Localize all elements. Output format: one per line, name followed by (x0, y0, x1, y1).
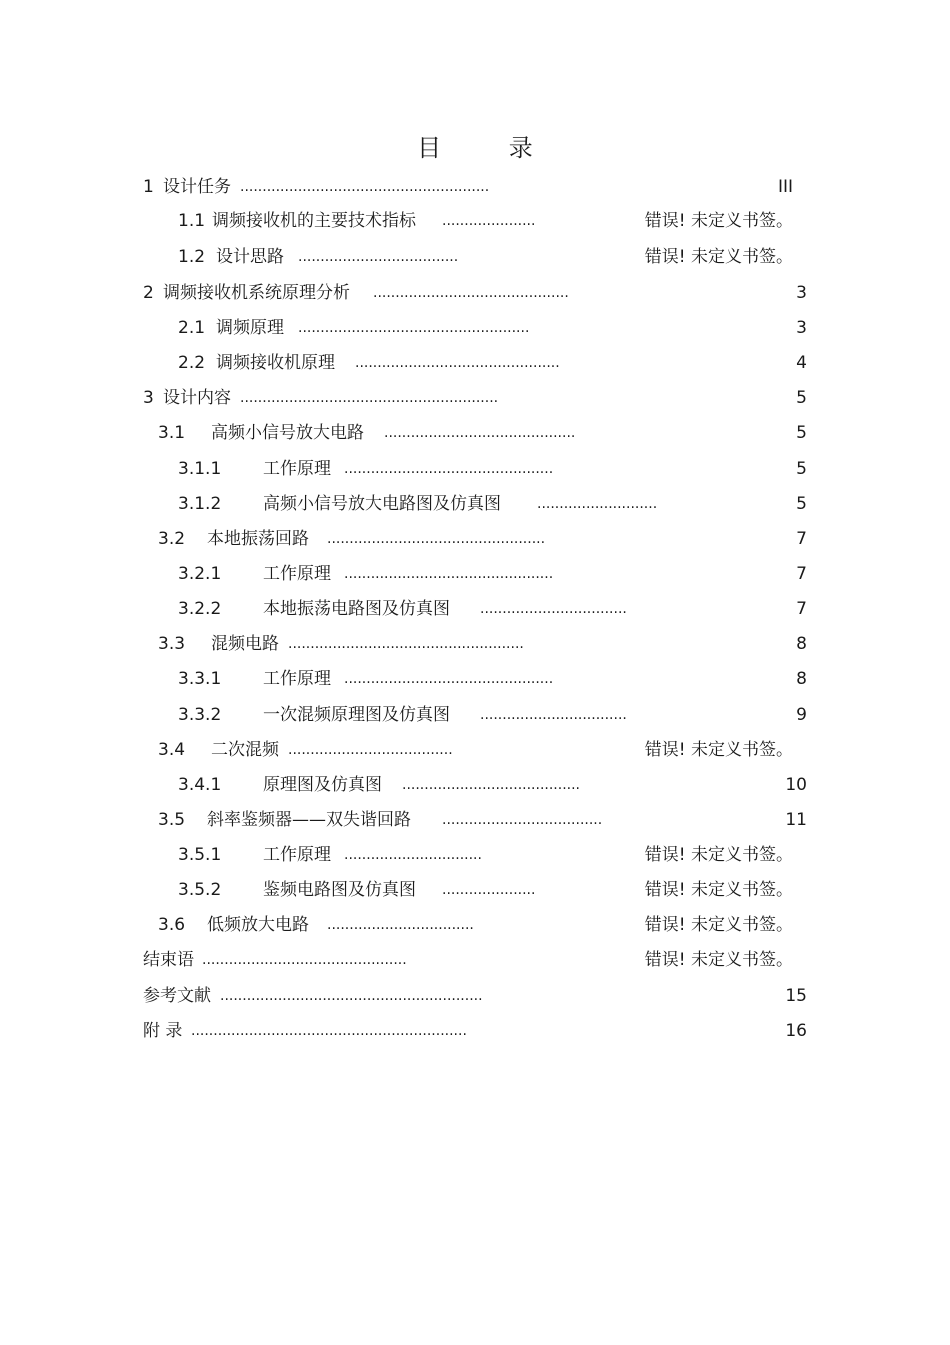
toc-entry-page: 5 (796, 459, 807, 479)
toc-entry-leader: ........................................ (402, 777, 581, 793)
toc-entry-title: 高频小信号放大电路 (211, 423, 364, 443)
toc-entry-title: 调频接收机系统原理分析 (163, 283, 350, 303)
toc-entry-number: 1 (143, 177, 154, 197)
toc-entry-page: 10 (785, 775, 807, 795)
toc-entry[interactable] (0, 492, 950, 516)
toc-entry[interactable] (0, 632, 950, 656)
toc-entry-leader: ............................... (344, 847, 482, 863)
toc-entry[interactable] (0, 913, 950, 937)
toc-entry-leader: .......................................................... (240, 390, 499, 406)
toc-entry-title: 高频小信号放大电路图及仿真图 (263, 494, 501, 514)
toc-entry-leader: ................................. (327, 917, 474, 933)
toc-entry-page: 7 (796, 599, 807, 619)
toc-entry-page: 错误! 未定义书签。 (644, 915, 793, 935)
toc-entry[interactable] (0, 773, 950, 797)
toc-entry-title: 低频放大电路 (207, 915, 309, 935)
toc-entry[interactable] (0, 457, 950, 481)
toc-entry-leader: .................................................... (298, 320, 530, 336)
toc-entry[interactable] (0, 843, 950, 867)
toc-entry-page: 11 (785, 810, 807, 830)
toc-entry-leader: .............................................. (355, 355, 560, 371)
toc-entry-leader: ..................................................... (288, 636, 524, 652)
toc-entry[interactable] (0, 667, 950, 691)
toc-entry-title: 设计内容 (163, 388, 231, 408)
toc-entry-leader: ................................. (480, 707, 627, 723)
toc-entry-number: 3 (143, 388, 154, 408)
toc-entry-number: 1.2 (178, 247, 206, 267)
toc-entry-title: 设计任务 (163, 177, 231, 197)
toc-entry-title: 调频原理 (216, 318, 284, 338)
toc-entry-leader: ............................................... (344, 566, 554, 582)
toc-entry[interactable] (0, 948, 950, 972)
toc-entry-leader: ..................................... (288, 742, 453, 758)
toc-entry-page: 5 (796, 494, 807, 514)
toc-entry-title: 工作原理 (263, 845, 331, 865)
toc-entry-title: 二次混频 (211, 740, 279, 760)
toc-entry-title: 调频接收机的主要技术指标 (212, 211, 416, 231)
toc-entry-number: 3.3.2 (178, 705, 222, 725)
toc-entry-leader: .............................................................. (191, 1023, 467, 1039)
toc-entry-number: 3.4 (158, 740, 186, 760)
toc-entry-number: 2.1 (178, 318, 206, 338)
toc-entry-number: 3.4.1 (178, 775, 222, 795)
toc-entry-title: 鉴频电路图及仿真图 (263, 880, 416, 900)
toc-entry-page: III (777, 177, 793, 197)
toc-entry-page: 16 (785, 1021, 807, 1041)
toc-entry-page: 9 (796, 705, 807, 725)
toc-entry-title: 结束语 (143, 950, 194, 970)
toc-entry-title: 原理图及仿真图 (263, 775, 382, 795)
toc-entry-leader: .................................... (298, 249, 459, 265)
toc-entry-leader: ........................................................... (220, 988, 483, 1004)
toc-entry-leader: ................................................. (327, 531, 546, 547)
toc-entry-number: 3.1.2 (178, 494, 222, 514)
toc-entry-number: 3.1.1 (178, 459, 222, 479)
toc-entry-title: 设计思路 (216, 247, 284, 267)
toc-entry-number: 2.2 (178, 353, 206, 373)
toc-entry-leader: ..................... (442, 882, 536, 898)
toc-entry-leader: ............................................ (373, 285, 569, 301)
toc-entry-number: 3.3 (158, 634, 186, 654)
toc-entry-leader: ............................................... (344, 671, 554, 687)
toc-entry-title: 工作原理 (263, 669, 331, 689)
toc-entry-number: 1.1 (178, 211, 206, 231)
toc-entry-title: 参考文献 (143, 986, 211, 1006)
toc-entry-page: 错误! 未定义书签。 (644, 247, 793, 267)
toc-entry[interactable] (0, 316, 950, 340)
toc-entry-title: 一次混频原理图及仿真图 (263, 705, 450, 725)
toc-entry-number: 2 (143, 283, 154, 303)
toc-entry-page: 5 (796, 388, 807, 408)
toc-entry[interactable] (0, 703, 950, 727)
toc-entry[interactable] (0, 878, 950, 902)
toc-entry-title: 本地振荡回路 (207, 529, 309, 549)
toc-entry-title: 附 录 (143, 1021, 183, 1041)
toc-entry[interactable] (0, 421, 950, 445)
toc-entry-title: 工作原理 (263, 459, 331, 479)
toc-entry-page: 8 (796, 634, 807, 654)
toc-entry-page: 5 (796, 423, 807, 443)
toc-entry-page: 4 (796, 353, 807, 373)
toc-entry-number: 3.5.2 (178, 880, 222, 900)
toc-entry-number: 3.1 (158, 423, 186, 443)
toc-entry-title: 调频接收机原理 (216, 353, 335, 373)
toc-entry-leader: .............................................. (202, 952, 407, 968)
toc-entry-title: 工作原理 (263, 564, 331, 584)
toc-entry-page: 错误! 未定义书签。 (644, 740, 793, 760)
toc-entry-title: 斜率鉴频器——双失谐回路 (207, 810, 411, 830)
toc-entry-leader: ............................................... (344, 461, 554, 477)
toc-entry[interactable] (0, 984, 950, 1008)
toc-entry-page: 3 (796, 283, 807, 303)
toc-entry-number: 3.2.1 (178, 564, 222, 584)
toc-entry-page: 15 (785, 986, 807, 1006)
toc-entry[interactable] (0, 562, 950, 586)
toc-entry-page: 错误! 未定义书签。 (644, 845, 793, 865)
toc-entry[interactable] (0, 209, 950, 233)
toc-entry-page: 错误! 未定义书签。 (644, 950, 793, 970)
toc-entry[interactable] (0, 175, 950, 199)
toc-entry-leader: .................................... (442, 812, 603, 828)
toc-entry-title: 混频电路 (211, 634, 279, 654)
toc-entry-page: 3 (796, 318, 807, 338)
toc-entry[interactable] (0, 386, 950, 410)
page-title: 目 录 (417, 134, 563, 162)
toc-entry-number: 3.2 (158, 529, 186, 549)
toc-entry[interactable] (0, 527, 950, 551)
toc-entry-page: 错误! 未定义书签。 (644, 880, 793, 900)
toc-entry-leader: ................................. (480, 601, 627, 617)
toc-entry-page: 8 (796, 669, 807, 689)
toc-entry-number: 3.3.1 (178, 669, 222, 689)
toc-entry[interactable] (0, 597, 950, 621)
toc-entry-number: 3.6 (158, 915, 186, 935)
toc-entry-title: 本地振荡电路图及仿真图 (263, 599, 450, 619)
toc-entry-number: 3.5.1 (178, 845, 222, 865)
toc-entry[interactable] (0, 245, 950, 269)
toc-entry[interactable] (0, 738, 950, 762)
toc-entry-page: 错误! 未定义书签。 (644, 211, 793, 231)
toc-entry[interactable] (0, 808, 950, 832)
toc-entry-number: 3.2.2 (178, 599, 222, 619)
toc-entry-page: 7 (796, 529, 807, 549)
toc-entry[interactable] (0, 281, 950, 305)
toc-entry-leader: ........................... (537, 496, 658, 512)
toc-entry-leader: ........................................... (384, 425, 576, 441)
toc-entry[interactable] (0, 1019, 950, 1043)
toc-entry-leader: ........................................................ (240, 179, 490, 195)
toc-entry-number: 3.5 (158, 810, 186, 830)
toc-entry-page: 7 (796, 564, 807, 584)
toc-entry[interactable] (0, 351, 950, 375)
toc-entry-leader: ..................... (442, 213, 536, 229)
